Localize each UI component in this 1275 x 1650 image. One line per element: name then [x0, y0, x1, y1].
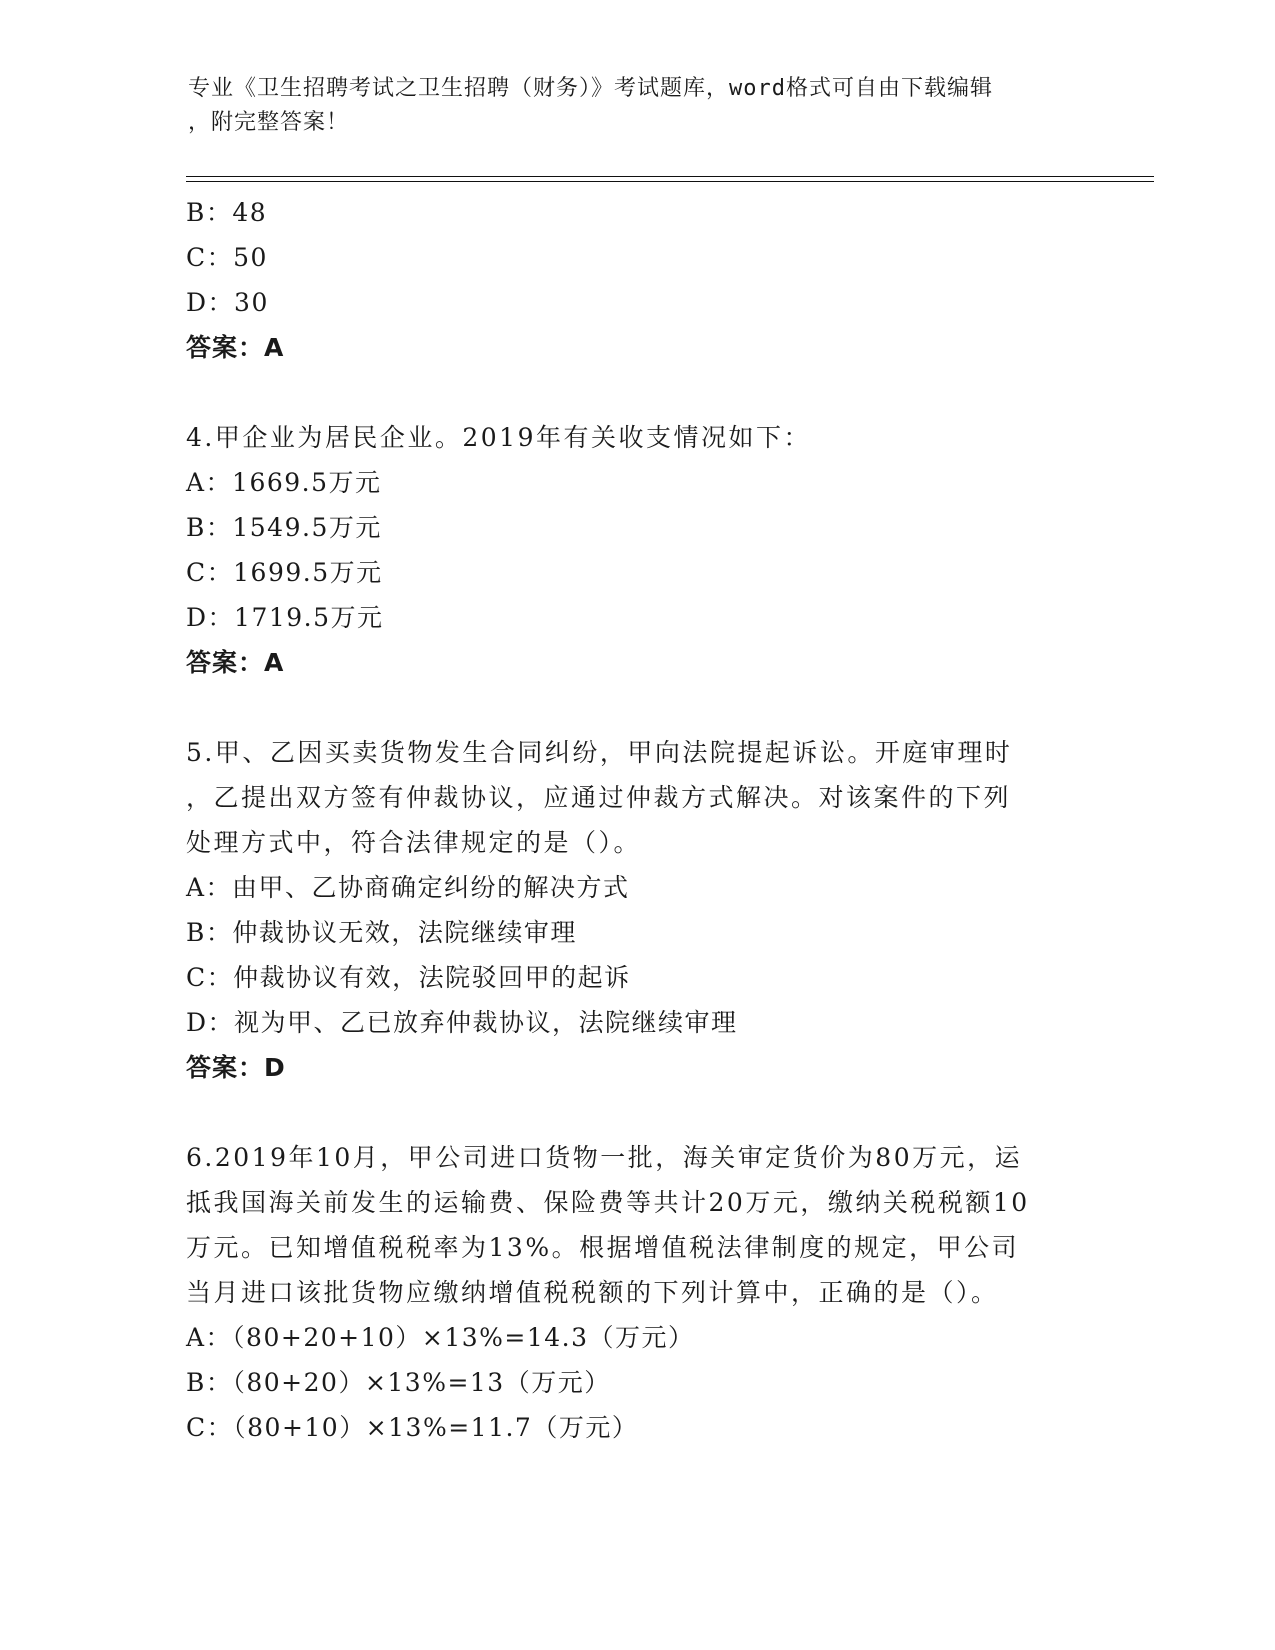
answer: 答案：D — [186, 1053, 286, 1082]
question-stem-line-2: ，乙提出双方签有仲裁协议，应通过仲裁方式解决。对该案件的下列 — [186, 783, 1012, 812]
question-stem-line-1: 5.甲、乙因买卖货物发生合同纠纷，甲向法院提起诉讼。开庭审理时 — [186, 738, 1013, 767]
option-c: C：仲裁协议有效，法院驳回甲的起诉 — [186, 963, 631, 992]
question-6 — [186, 1135, 1086, 1450]
question-3-tail — [186, 190, 1086, 370]
option-d: D：1719.5万元 — [186, 603, 384, 632]
question-stem-line-1: 6.2019年10月，甲公司进口货物一批，海关审定货价为80万元，运 — [186, 1143, 1023, 1172]
option-b: B：48 — [186, 198, 268, 227]
answer: 答案：A — [186, 648, 285, 677]
question-stem-line-4: 当月进口该批货物应缴纳增值税税额的下列计算中，正确的是（）。 — [186, 1278, 999, 1307]
page-header — [188, 72, 1068, 140]
option-a: A：由甲、乙协商确定纠纷的解决方式 — [186, 873, 630, 902]
document-body — [186, 190, 1086, 1450]
question-5 — [186, 730, 1086, 1090]
question-stem-line-3: 万元。已知增值税税率为13%。根据增值税法律制度的规定，甲公司 — [186, 1233, 1020, 1262]
option-b: B：仲裁协议无效，法院继续审理 — [186, 918, 577, 947]
question-stem-line-3: 处理方式中，符合法律规定的是（）。 — [186, 828, 642, 857]
option-c: C：（80+10）×13%=11.7（万元） — [186, 1413, 639, 1442]
spacer — [186, 370, 1086, 415]
option-c: C：1699.5万元 — [186, 558, 383, 587]
header-divider — [186, 176, 1154, 182]
header-line-2: ，附完整答案！ — [188, 110, 350, 135]
option-c: C：50 — [186, 243, 268, 272]
header-line-1: 专业《卫生招聘考试之卫生招聘（财务）》考试题库，word格式可自由下载编辑 — [188, 76, 993, 101]
option-a: A：1669.5万元 — [186, 468, 382, 497]
option-a: A：（80+20+10）×13%=14.3（万元） — [186, 1323, 695, 1352]
answer: 答案：A — [186, 333, 285, 362]
question-stem: 4.甲企业为居民企业。2019年有关收支情况如下： — [186, 423, 811, 452]
option-d: D：视为甲、乙已放弃仲裁协议，法院继续审理 — [186, 1008, 738, 1037]
question-4 — [186, 415, 1086, 685]
option-b: B：1549.5万元 — [186, 513, 382, 542]
option-b: B：（80+20）×13%=13（万元） — [186, 1368, 611, 1397]
spacer — [186, 1090, 1086, 1135]
option-d: D：30 — [186, 288, 269, 317]
question-stem-line-2: 抵我国海关前发生的运输费、保险费等共计20万元，缴纳关税税额10 — [186, 1188, 1030, 1217]
spacer — [186, 685, 1086, 730]
